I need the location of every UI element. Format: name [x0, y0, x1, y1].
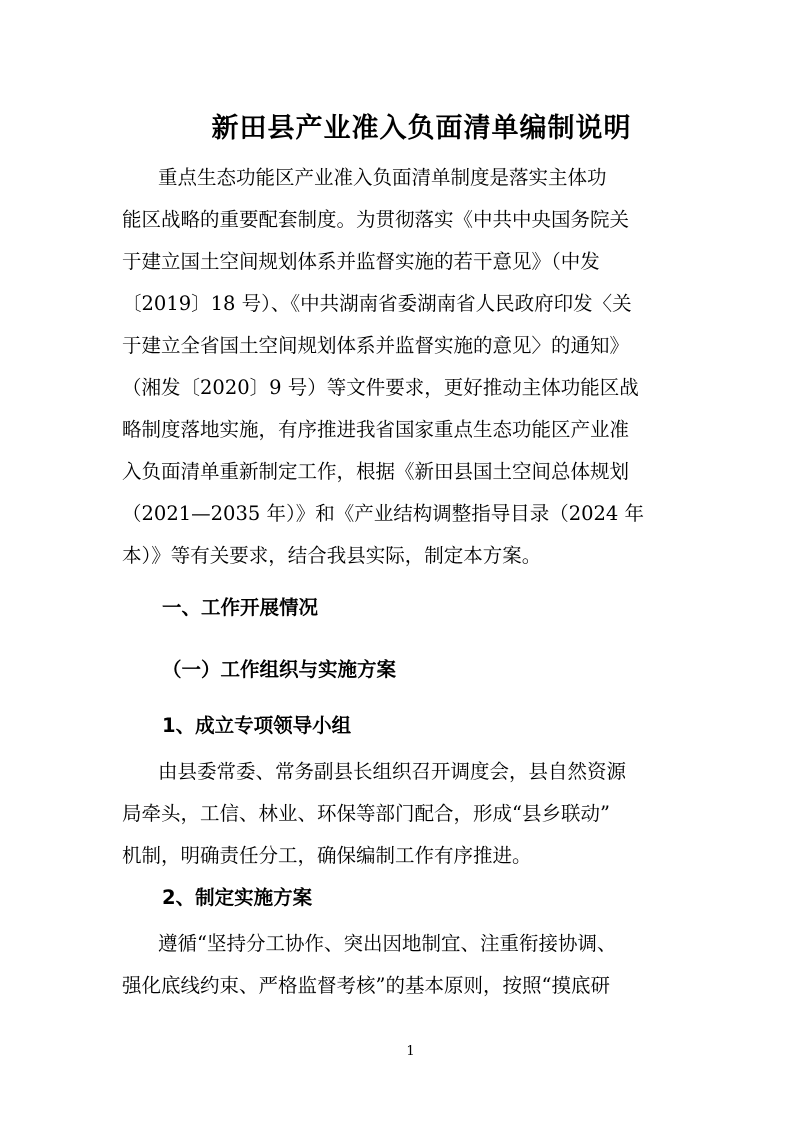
intro-line: 〔2019〕18 号）、《中共湖南省委湖南省人民政府印发〈关	[122, 292, 632, 315]
intro-line: 本）》等有关要求，结合我县实际，制定本方案。	[122, 544, 542, 567]
subsection-heading: （一）工作组织与实施方案	[162, 658, 397, 681]
intro-line: 于建立全省国土空间规划体系并监督实施的意见〉的通知》	[122, 334, 630, 357]
intro-line: 略制度落地实施，有序推进我省国家重点生态功能区产业准	[122, 418, 630, 441]
page-number: 1	[406, 1044, 415, 1059]
item-heading: 1、成立专项领导小组	[162, 714, 352, 737]
intro-line: （2021—2035 年）》和《产业结构调整指导目录（2024 年	[122, 502, 645, 525]
item-line: 遵循“坚持分工协作、突出因地制宜、注重衔接协调、	[158, 932, 617, 955]
intro-line: 于建立国土空间规划体系并监督实施的若干意见》（中发	[122, 250, 600, 273]
section-heading: 一、工作开展情况	[162, 596, 319, 619]
item-line: 由县委常委、常务副县长组织召开调度会，县自然资源	[158, 760, 627, 783]
intro-line: 入负面清单重新制定工作，根据《新田县国土空间总体规划	[122, 460, 630, 483]
item-line: 机制，明确责任分工，确保编制工作有序推进。	[122, 844, 532, 867]
intro-line: 能区战略的重要配套制度。为贯彻落实《中共中央国务院关	[122, 208, 630, 231]
item-line: 局牵头，工信、林业、环保等部门配合，形成“县乡联动”	[122, 802, 610, 825]
item-line: 强化底线约束、严格监督考核”的基本原则，按照“摸底研	[122, 974, 610, 997]
intro-line: （湘发〔2020〕9 号）等文件要求，更好推动主体功能区战	[122, 376, 639, 399]
document-title: 新田县产业准入负面清单编制说明	[211, 113, 632, 144]
intro-line: 重点生态功能区产业准入负面清单制度是落实主体功	[158, 166, 607, 189]
item-heading: 2、制定实施方案	[162, 886, 313, 909]
